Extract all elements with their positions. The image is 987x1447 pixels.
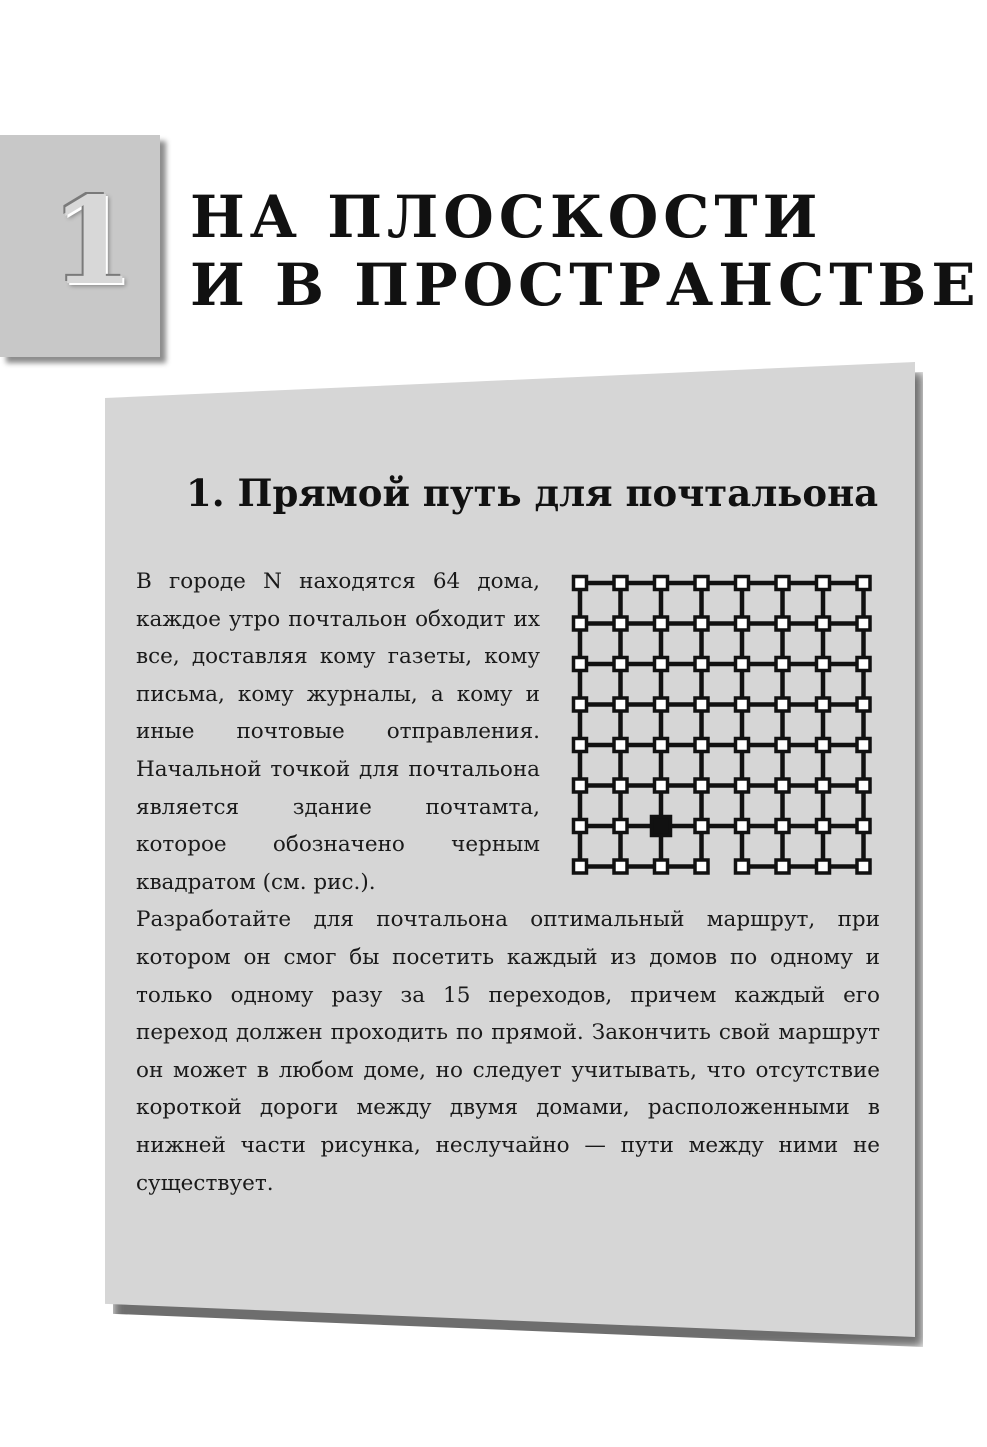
house [614,658,627,671]
house [695,779,708,792]
house [695,617,708,630]
chapter-title-line-1: НА ПЛОСКОСТИ [190,183,823,251]
house [655,698,668,711]
house [614,820,627,833]
house [776,577,789,590]
house [655,739,668,752]
house [817,739,830,752]
house [614,860,627,873]
section-title: 1. Прямой путь для почтальона [186,471,879,515]
house [776,739,789,752]
house [695,698,708,711]
house [817,860,830,873]
house [695,820,708,833]
chapter-title-line-2: И В ПРОСТРАНСТВЕ [190,251,981,319]
house [655,860,668,873]
house [574,739,587,752]
post-office [652,817,671,836]
house [614,617,627,630]
house [776,820,789,833]
house [736,779,749,792]
house [817,577,830,590]
house [817,779,830,792]
house [736,739,749,752]
house [736,860,749,873]
house [614,779,627,792]
problem-text [136,563,880,1202]
house [574,698,587,711]
house [736,698,749,711]
house-grid-diagram [562,567,880,897]
house [776,860,789,873]
chapter-number: 1 [50,171,135,312]
house [776,779,789,792]
house [736,617,749,630]
house [736,658,749,671]
house [857,698,870,711]
house [776,658,789,671]
house [695,658,708,671]
house [857,739,870,752]
paragraph-1: В городе N находятся 64 дома, каждое утро почтальон обходит их все, доставляя кому газеты, кому письма, кому журналы, а кому и иные почтовые отправления. Начальной точкой для почтальона является здание почтамта, которое обозначено черным квадратом (см. рис.). [136,569,540,895]
house [614,698,627,711]
house [695,739,708,752]
house [695,577,708,590]
house [574,577,587,590]
house [655,658,668,671]
house [574,860,587,873]
house [857,617,870,630]
house [857,577,870,590]
house [574,617,587,630]
house [817,820,830,833]
house [736,820,749,833]
house [736,577,749,590]
house [614,577,627,590]
house [817,698,830,711]
house [857,779,870,792]
house [817,617,830,630]
house-grid-figure [562,567,880,897]
house [857,820,870,833]
house [655,617,668,630]
house [574,779,587,792]
paragraph-2: Разработайте для почтальона оптимальный маршрут, при котором он смог бы посетить каждый из домов по одному и только одному разу за 15 переходов, причем каждый его переход должен проходить по прямой. Закончить свой маршрут он может в любом доме, но следует учитывать, что отсутствие короткой дороги между двумя домами, расположенными в нижней части рисунка, неслучайно — пути между ними не существует. [136,907,880,1196]
chapter-title [190,183,981,319]
house [817,658,830,671]
house [776,617,789,630]
house [574,820,587,833]
house [574,658,587,671]
house [614,739,627,752]
house [857,860,870,873]
house [695,860,708,873]
house [655,779,668,792]
house [655,577,668,590]
house [776,698,789,711]
house [857,658,870,671]
